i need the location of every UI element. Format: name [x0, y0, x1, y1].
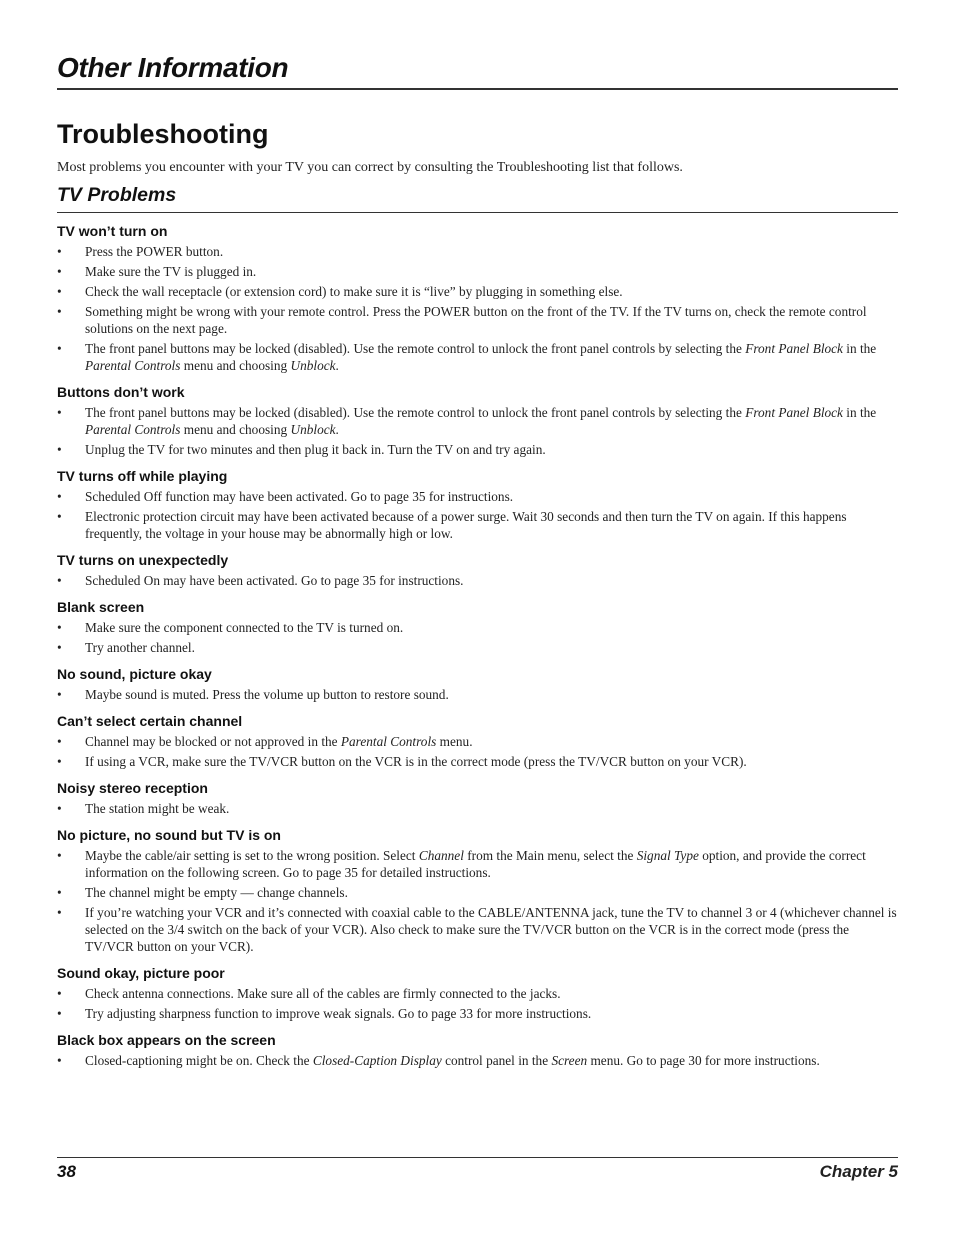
topic-spacer [57, 656, 898, 665]
bullet-icon: • [57, 1006, 62, 1021]
bullet-icon: • [57, 244, 62, 259]
menu-term: Closed-Caption Display [312, 1053, 442, 1068]
list-item [57, 283, 898, 300]
topic-section [57, 222, 898, 374]
text-run: The front panel buttons may be locked (disabled). Use the remote control to unlock the front panel controls by selecting the [85, 341, 746, 356]
topic-heading: No picture, no sound but TV is on [57, 827, 281, 843]
list-item-text: Try adjusting sharpness function to improve weak signals. Go to page 33 for more instructions. [85, 1006, 592, 1021]
list-item [57, 488, 898, 505]
list-item-text: The station might be weak. [85, 801, 230, 816]
list-item [57, 904, 898, 955]
topic-spacer [57, 770, 898, 779]
topic-section [57, 551, 898, 589]
list-item-text [85, 341, 876, 373]
topic-spacer [57, 817, 898, 826]
list-item [57, 686, 898, 703]
topic-items [57, 800, 898, 817]
list-item [57, 340, 898, 374]
list-item [57, 404, 898, 438]
menu-term: Parental Controls [340, 734, 437, 749]
list-item-text: Make sure the component connected to the TV is turned on. [85, 620, 404, 635]
topic-section [57, 383, 898, 458]
bullet-icon: • [57, 442, 62, 457]
menu-term: Front Panel Block [745, 405, 843, 420]
bullet-icon: • [57, 509, 62, 524]
list-item [57, 733, 898, 750]
bullet-icon: • [57, 986, 62, 1001]
troubleshooting-list [57, 222, 898, 1069]
section-title: TV Problems [57, 184, 177, 206]
list-item [57, 985, 898, 1002]
intro-paragraph: Most problems you encounter with your TV you can correct by consulting the Troubleshooting list that follows. [57, 160, 683, 175]
topic-heading: TV turns off while playing [57, 468, 228, 484]
chapter-label: Chapter 5 [819, 1162, 898, 1181]
topic-items [57, 733, 898, 770]
list-item [57, 800, 898, 817]
header-divider [57, 88, 898, 90]
topic-heading: Blank screen [57, 599, 145, 615]
topic-spacer [57, 955, 898, 964]
topic-heading: Sound okay, picture poor [57, 965, 225, 981]
topic-section [57, 712, 898, 770]
bullet-icon: • [57, 754, 62, 769]
bullet-icon: • [57, 264, 62, 279]
list-item [57, 441, 898, 458]
topic-section [57, 1031, 898, 1069]
list-item [57, 572, 898, 589]
bullet-icon: • [57, 405, 62, 420]
list-item-text [85, 848, 866, 880]
list-item-text: Make sure the TV is plugged in. [85, 264, 257, 279]
topic-items [57, 686, 898, 703]
bullet-icon: • [57, 734, 62, 749]
bullet-icon: • [57, 573, 62, 588]
list-item [57, 753, 898, 770]
list-item-text: If using a VCR, make sure the TV/VCR button on the VCR is in the correct mode (press the TV/VCR button on your VCR). [85, 754, 747, 769]
topic-spacer [57, 542, 898, 551]
topic-heading: Can’t select certain channel [57, 713, 243, 729]
topic-heading: TV won’t turn on [57, 223, 168, 239]
page-title: Troubleshooting [57, 119, 269, 149]
bullet-icon: • [57, 848, 62, 863]
bullet-icon: • [57, 801, 62, 816]
list-item-text: If you’re watching your VCR and it’s connected with coaxial cable to the CABLE/ANTENNA jack, tune the TV to channel 3 or 4 (whichever channel is selected on the 3/4 switch on the back of your VCR). Also check to make sure the TV/VCR button on the VCR is in the correct mode (press the TV/VCR button on your VCR). [85, 905, 897, 954]
text-run: in the [842, 341, 877, 356]
bullet-icon: • [57, 304, 62, 319]
bullet-icon: • [57, 905, 62, 920]
topic-section [57, 779, 898, 817]
topic-heading: Buttons don’t work [57, 384, 185, 400]
text-run: option, and provide the correct information on the following screen. Go to page 35 for detailed instructions. [85, 848, 866, 880]
topic-section [57, 665, 898, 703]
list-item-text: Unplug the TV for two minutes and then plug it back in. Turn the TV on and try again. [85, 442, 546, 457]
list-item-text: Press the POWER button. [85, 244, 224, 259]
list-item-text [85, 1053, 820, 1068]
topic-section [57, 467, 898, 542]
topic-heading: Black box appears on the screen [57, 1032, 276, 1048]
bullet-icon: • [57, 687, 62, 702]
list-item [57, 508, 898, 542]
text-run: Channel may be blocked or not approved in the [85, 734, 341, 749]
topic-items [57, 619, 898, 656]
menu-term: Unblock [290, 358, 336, 373]
list-item-text: Electronic protection circuit may have been activated because of a power surge. Wait 30 seconds and then turn the TV on again. If this happens frequently, the voltage in your house may be abnormally high or low. [85, 509, 847, 541]
topic-heading: No sound, picture okay [57, 666, 212, 682]
topic-spacer [57, 589, 898, 598]
list-item-text: Check the wall receptacle (or extension cord) to make sure it is “live” by plugging in something else. [85, 284, 623, 299]
page-number: 38 [57, 1162, 76, 1181]
list-item-text: Scheduled On may have been activated. Go to page 35 for instructions. [85, 573, 464, 588]
bullet-icon: • [57, 489, 62, 504]
text-run: in the [842, 405, 877, 420]
list-item [57, 1005, 898, 1022]
text-run: menu. [436, 734, 473, 749]
footer-divider [57, 1157, 898, 1158]
topic-items [57, 488, 898, 542]
topic-heading: Noisy stereo reception [57, 780, 208, 796]
list-item [57, 884, 898, 901]
topic-items [57, 404, 898, 458]
topic-heading: TV turns on unexpectedly [57, 552, 229, 568]
text-run: from the Main menu, select the [463, 848, 637, 863]
text-run: menu. Go to page 30 for more instructions. [587, 1053, 820, 1068]
header-title: Other Information [57, 52, 289, 83]
topic-spacer [57, 458, 898, 467]
menu-term: Parental Controls [85, 422, 181, 437]
menu-term: Parental Controls [85, 358, 181, 373]
bullet-icon: • [57, 1053, 62, 1068]
text-run: . [335, 422, 339, 437]
list-item-text: The channel might be empty — change channels. [85, 885, 348, 900]
topic-section [57, 826, 898, 955]
text-run: The front panel buttons may be locked (disabled). Use the remote control to unlock the front panel controls by selecting the [85, 405, 746, 420]
list-item [57, 1052, 898, 1069]
text-run: . [335, 358, 339, 373]
list-item [57, 639, 898, 656]
topic-items [57, 1052, 898, 1069]
text-run: menu and choosing [180, 358, 291, 373]
topic-spacer [57, 703, 898, 712]
menu-term: Screen [551, 1053, 588, 1068]
section-divider [57, 212, 898, 213]
topic-items [57, 847, 898, 955]
list-item [57, 303, 898, 337]
list-item [57, 243, 898, 260]
list-item [57, 263, 898, 280]
text-run: Maybe the cable/air setting is set to the wrong position. Select [85, 848, 419, 863]
topic-items [57, 985, 898, 1022]
menu-term: Front Panel Block [745, 341, 843, 356]
list-item-text [85, 734, 473, 749]
topic-spacer [57, 1022, 898, 1031]
list-item-text: Try another channel. [85, 640, 195, 655]
list-item [57, 847, 898, 881]
menu-term: Unblock [290, 422, 336, 437]
bullet-icon: • [57, 885, 62, 900]
bullet-icon: • [57, 284, 62, 299]
menu-term: Channel [418, 848, 464, 863]
topic-section [57, 964, 898, 1022]
topic-section [57, 598, 898, 656]
text-run: menu and choosing [180, 422, 291, 437]
list-item-text [85, 405, 876, 437]
menu-term: Signal Type [636, 848, 699, 863]
topic-items [57, 243, 898, 374]
list-item-text: Maybe sound is muted. Press the volume up button to restore sound. [85, 687, 449, 702]
bullet-icon: • [57, 640, 62, 655]
list-item-text: Check antenna connections. Make sure all of the cables are firmly connected to the jacks. [85, 986, 561, 1001]
list-item-text: Something might be wrong with your remote control. Press the POWER button on the front of the TV. If the TV turns on, check the remote control solutions on the next page. [85, 304, 867, 336]
list-item-text: Scheduled Off function may have been activated. Go to page 35 for instructions. [85, 489, 514, 504]
topic-items [57, 572, 898, 589]
list-item [57, 619, 898, 636]
bullet-icon: • [57, 341, 62, 356]
text-run: Closed-captioning might be on. Check the [85, 1053, 313, 1068]
bullet-icon: • [57, 620, 62, 635]
text-run: control panel in the [441, 1053, 552, 1068]
topic-spacer [57, 374, 898, 383]
